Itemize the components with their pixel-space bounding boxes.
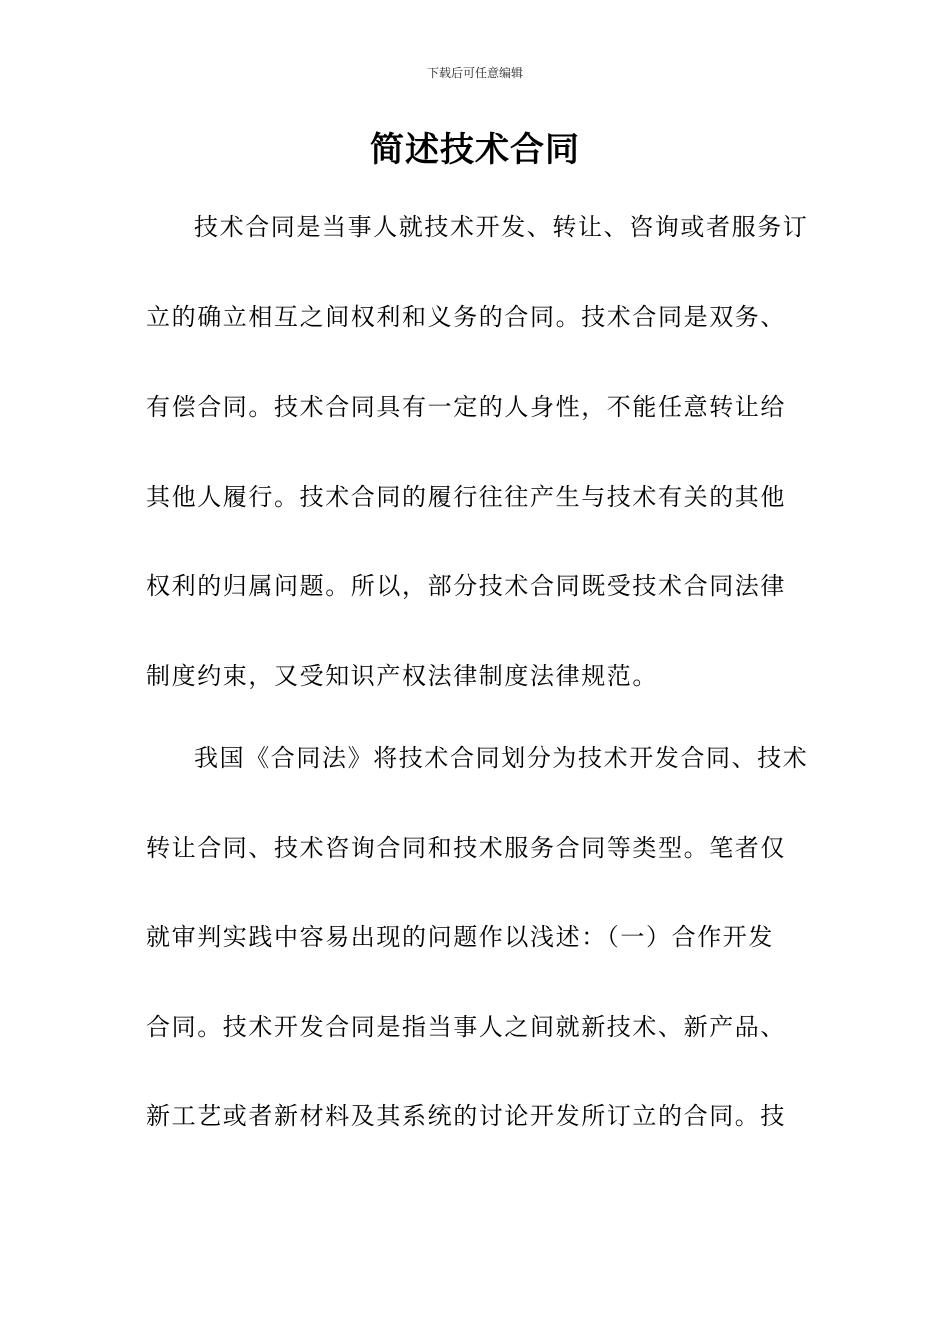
paragraph-line: 制度约束，又受知识产权法律制度法律规范。 [146,662,658,690]
paragraph-line: 权利的归属问题。所以，部分技术合同既受技术合同法律 [146,572,786,600]
paragraph-line: 立的确立相互之间权利和义务的合同。技术合同是双务、 [146,303,786,331]
paragraph-line: 转让合同、技术咨询合同和技术服务合同等类型。笔者仅 [146,834,786,862]
document-title: 简述技术合同 [370,130,580,170]
paragraph-line: 技术合同是当事人就技术开发、转让、咨询或者服务订 [194,213,809,241]
paragraph-line: 新工艺或者新材料及其系统的讨论开发所订立的合同。技 [146,1102,786,1130]
paragraph-line: 合同。技术开发合同是指当事人之间就新技术、新产品、 [146,1013,786,1041]
paragraph-line: 其他人履行。技术合同的履行往往产生与技术有关的其他 [146,483,786,511]
paragraph-line: 我国《合同法》将技术合同划分为技术开发合同、技术 [194,744,809,772]
paragraph-line: 就审判实践中容易出现的问题作以浅述：（一）合作开发 [146,923,774,951]
paragraph-line: 有偿合同。技术合同具有一定的人身性，不能任意转让给 [146,393,786,421]
page-header-note: 下载后可任意编辑 [426,66,523,80]
